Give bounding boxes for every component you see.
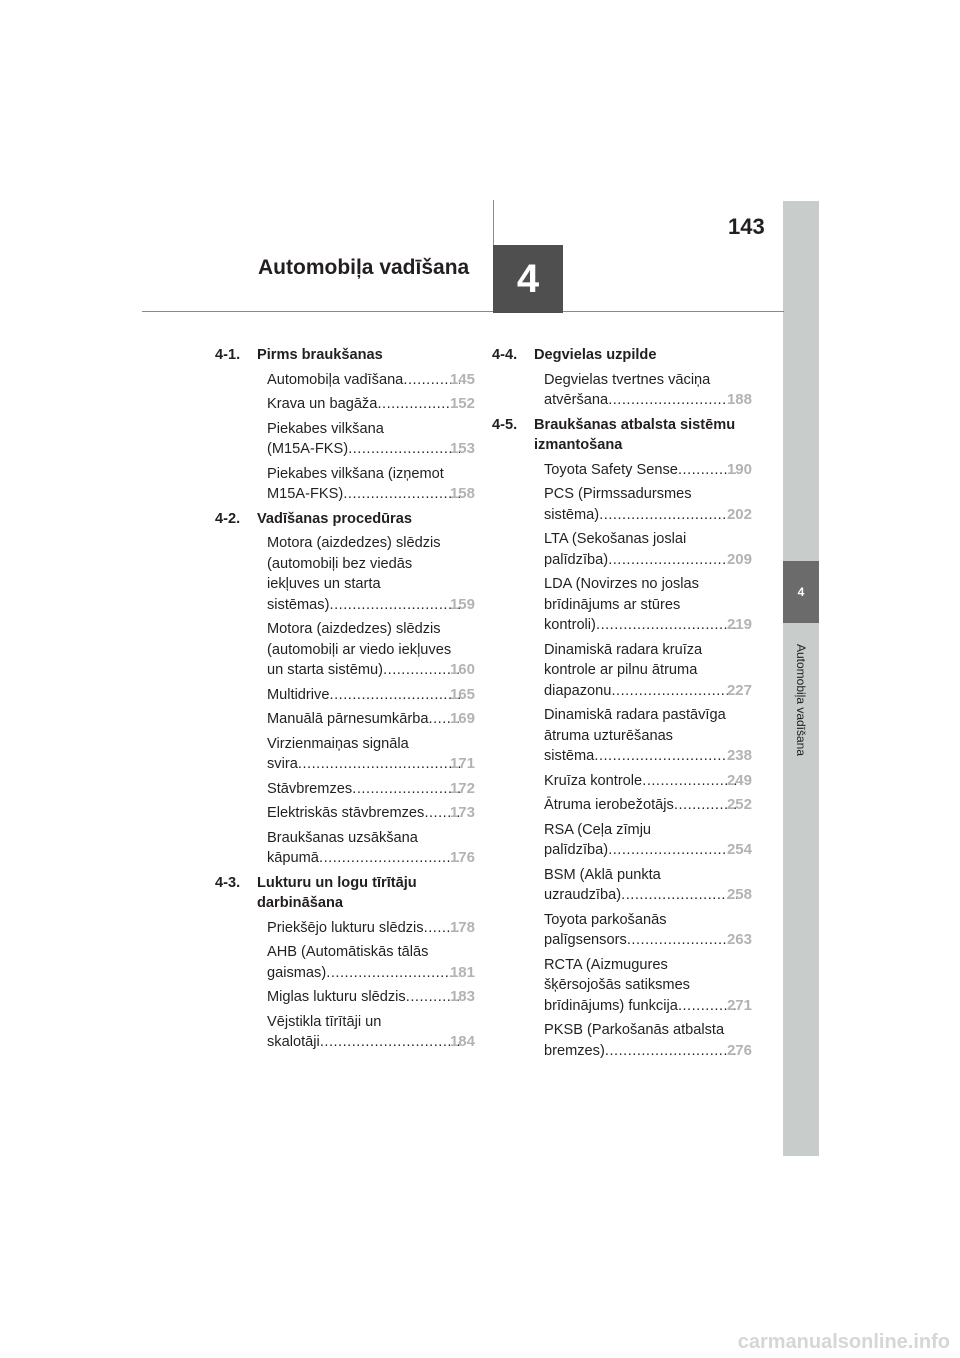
toc-entry-line-text: Manuālā pārnesumkārba <box>267 711 429 727</box>
dot-leader <box>605 1041 737 1062</box>
toc-entry-line <box>544 705 752 726</box>
toc-entry-text <box>544 910 752 951</box>
chapter-number-box: 4 <box>493 245 563 313</box>
toc-page-link[interactable]: 165 <box>449 685 475 703</box>
toc-page-link[interactable]: 238 <box>726 747 752 764</box>
toc-entry-text <box>544 484 752 525</box>
toc-entry-line-text: PCS (Pirmssadursmes <box>544 486 692 502</box>
toc-entry-line-text: PKSB (Parkošanās atbalsta <box>544 1022 725 1038</box>
dot-leader <box>298 754 460 775</box>
toc-page-link[interactable]: 160 <box>449 661 475 678</box>
section-title: Braukšanas atbalsta sistēmu izmantošana <box>534 416 736 453</box>
toc-entry[interactable] <box>215 685 475 706</box>
toc-entry-line <box>267 370 475 391</box>
toc-entry-line <box>544 660 752 681</box>
toc-entry[interactable] <box>492 795 752 816</box>
toc-page-link[interactable]: 227 <box>726 681 752 699</box>
section-number: 4-4. <box>492 347 518 363</box>
toc-entry-line-text: RSA (Ceļa zīmju <box>544 821 652 838</box>
dot-leader <box>377 394 460 415</box>
toc-page-link[interactable]: 173 <box>449 804 475 821</box>
dot-leader <box>608 840 737 861</box>
toc-entry-line-text: iekļuves un starta <box>267 576 381 592</box>
toc-page-link[interactable]: 158 <box>449 485 475 502</box>
toc-entry-line-text: bremzes) <box>544 1042 605 1059</box>
page-number: 143 <box>728 214 765 239</box>
toc-entry-text <box>544 370 752 411</box>
toc-entry[interactable] <box>492 820 752 861</box>
dot-leader <box>608 550 737 571</box>
toc-entry-line-text: diapazonu <box>544 682 612 699</box>
toc-page-link[interactable]: 176 <box>449 849 475 866</box>
toc-entry-text <box>267 370 475 391</box>
toc-entry-line-text: kontrole ar pilnu ātruma <box>544 662 698 678</box>
toc-section-heading <box>215 509 475 530</box>
toc-page-link[interactable]: 202 <box>726 505 752 523</box>
toc-entry-text <box>267 734 475 775</box>
dot-leader <box>320 1032 460 1053</box>
toc-entry-line <box>544 484 752 505</box>
section-number: 4-2. <box>215 510 241 527</box>
toc-entry-line <box>267 1032 475 1053</box>
toc-entry-line-text: Braukšanas uzsākšana <box>267 829 418 846</box>
side-chapter-tab[interactable]: 4 <box>783 561 819 623</box>
toc-entry-line <box>267 554 475 575</box>
toc-entry[interactable] <box>215 942 475 983</box>
toc-page-link[interactable]: 188 <box>726 391 752 408</box>
toc-entry-line-text: Stāvbremzes <box>267 780 353 797</box>
toc-entry-line <box>544 820 752 841</box>
toc-section-heading <box>215 345 475 366</box>
toc-entry-line <box>267 533 475 554</box>
toc-page-link[interactable]: 271 <box>726 996 752 1014</box>
toc-entry[interactable] <box>492 484 752 525</box>
dot-leader <box>627 930 737 951</box>
toc-entry[interactable] <box>492 1020 752 1061</box>
toc-entry-line-text: sistēmas) <box>267 596 330 613</box>
toc-entry-line <box>544 885 752 906</box>
toc-entry-line <box>544 615 752 636</box>
toc-entry-line-text: (automobiļi bez viedās <box>267 555 413 572</box>
toc-entry[interactable] <box>215 619 475 681</box>
toc-entry-line-text: atvēršana <box>544 392 609 408</box>
toc-entry-line-text: palīdzība) <box>544 842 609 858</box>
toc-entry-line-text: Motora (aizdedzes) slēdzis <box>267 621 441 637</box>
toc-entry[interactable] <box>215 918 475 939</box>
dot-leader <box>599 505 737 526</box>
toc-page-link[interactable]: 249 <box>726 771 752 789</box>
toc-entry-line <box>267 394 475 415</box>
section-title: Degvielas uzpilde <box>534 347 657 363</box>
toc-page-link[interactable]: 263 <box>726 931 752 948</box>
toc-entry-line <box>267 484 475 505</box>
toc-entry-line <box>267 574 475 595</box>
toc-entry-text <box>544 820 752 861</box>
section-title: Vadīšanas procedūras <box>257 510 412 527</box>
toc-entry-line <box>544 726 752 747</box>
toc-entry-line-text: Ātruma ierobežotājs <box>544 797 674 813</box>
toc-entry-line <box>267 709 475 730</box>
toc-entry-line <box>544 771 752 792</box>
toc-entry-text <box>267 803 475 824</box>
toc-entry-text <box>267 464 475 505</box>
toc-entry[interactable] <box>215 779 475 800</box>
toc-page-link[interactable]: 172 <box>449 779 475 797</box>
toc-page-link[interactable]: 181 <box>449 963 475 981</box>
toc-entry-line <box>544 529 752 550</box>
toc-entry-line-text: Degvielas tvertnes vāciņa <box>544 371 711 388</box>
dot-leader <box>596 615 737 636</box>
toc-entry[interactable] <box>215 370 475 391</box>
toc-entry-text <box>267 394 475 415</box>
toc-entry-text <box>267 419 475 460</box>
toc-entry[interactable] <box>215 828 475 869</box>
toc-entry-line <box>544 975 752 996</box>
toc-entry-line-text: kontroli) <box>544 617 596 633</box>
toc-entry[interactable] <box>492 640 752 702</box>
section-number: 4-1. <box>215 347 241 363</box>
toc-entry-line-text: LDA (Novirzes no joslas <box>544 576 699 592</box>
toc-section-heading <box>492 345 752 366</box>
toc-entry-line-text: Automobiļa vadīšana <box>267 371 404 388</box>
toc-entry-line <box>267 987 475 1008</box>
toc-entry-line <box>544 840 752 861</box>
toc-entry-line <box>544 370 752 391</box>
toc-entry[interactable] <box>215 419 475 460</box>
toc-entry-text <box>544 574 752 636</box>
toc-entry-text <box>267 918 475 939</box>
toc-entry-line-text: Piekabes vilkšana (izņemot <box>267 465 444 482</box>
toc-entry-line-text: Dinamiskā radara kruīza <box>544 641 703 658</box>
watermark: carmanualsonline.info <box>737 1331 950 1353</box>
toc-entry-line <box>544 550 752 571</box>
toc-entry[interactable] <box>492 529 752 570</box>
header-divider-horizontal <box>142 311 784 312</box>
toc-entry-text <box>267 942 475 983</box>
toc-entry[interactable] <box>215 734 475 775</box>
toc-entry-line-text: (M15A-FKS) <box>267 441 349 457</box>
toc-entry[interactable] <box>492 705 752 767</box>
toc-entry-text <box>544 955 752 1017</box>
dot-leader <box>594 746 737 767</box>
toc-entry-line <box>267 640 475 661</box>
toc-page-link[interactable]: 209 <box>726 550 752 568</box>
toc-page-link[interactable]: 184 <box>449 1033 475 1050</box>
toc-entry-line-text: un starta sistēmu) <box>267 662 383 678</box>
toc-entry-line-text: BSM (Aklā punkta <box>544 866 661 883</box>
toc-entry-line-text: palīdzība) <box>544 551 609 568</box>
toc-entry-line-text: Dinamiskā radara pastāvīga <box>544 707 726 723</box>
toc-entry[interactable] <box>492 955 752 1017</box>
toc-entry-text <box>267 709 475 730</box>
toc-entry-line-text: Kruīza kontrole <box>544 772 643 789</box>
toc-entry-line <box>267 779 475 800</box>
toc-entry-text <box>544 795 752 816</box>
toc-right-column <box>492 345 752 1065</box>
toc-page-link[interactable]: 254 <box>726 841 752 858</box>
toc-entry-line <box>544 681 752 702</box>
toc-entry-line-text: Miglas lukturu slēdzis <box>267 989 406 1005</box>
dot-leader <box>343 484 460 505</box>
toc-page-link[interactable]: 276 <box>726 1041 752 1059</box>
toc-entry-line-text: sistēma) <box>544 506 600 523</box>
toc-entry-text <box>267 685 475 706</box>
toc-entry-line <box>544 910 752 931</box>
header-divider-vertical <box>493 200 494 245</box>
toc-entry-line <box>544 930 752 951</box>
dot-leader <box>642 771 737 792</box>
toc-entry-line <box>267 419 475 440</box>
toc-entry-line <box>267 595 475 616</box>
toc-entry[interactable] <box>215 709 475 730</box>
toc-entry-line <box>544 574 752 595</box>
toc-entry-text <box>267 987 475 1008</box>
toc-entry-line <box>267 828 475 849</box>
chapter-title: Automobiļa vadīšana <box>258 256 470 279</box>
toc-page-link[interactable]: 183 <box>449 988 475 1005</box>
toc-entry-line-text: skalotāji <box>267 1034 320 1050</box>
toc-entry-line-text: RCTA (Aizmugures <box>544 956 668 973</box>
toc-entry-line <box>267 1012 475 1033</box>
toc-entry-line <box>544 955 752 976</box>
toc-entry-text <box>267 828 475 869</box>
toc-entry-line <box>544 865 752 886</box>
toc-entry-line-text: Elektriskās stāvbremzes <box>267 805 425 821</box>
toc-page-link[interactable]: 153 <box>449 440 475 457</box>
section-number: 4-5. <box>492 416 518 433</box>
section-title: Pirms braukšanas <box>257 347 383 363</box>
toc-page-link[interactable]: 219 <box>726 616 752 633</box>
toc-entry-line <box>267 754 475 775</box>
toc-entry-line-text: gaismas) <box>267 964 327 981</box>
dot-leader <box>329 595 460 616</box>
toc-entry-text <box>544 460 752 481</box>
toc-entry[interactable] <box>215 1012 475 1053</box>
toc-entry-line <box>267 963 475 984</box>
toc-entry-text <box>267 1012 475 1053</box>
toc-entry-line <box>267 439 475 460</box>
toc-entry-line <box>267 942 475 963</box>
toc-entry-line-text: (automobiļi ar viedo iekļuves <box>267 641 452 658</box>
toc-entry-line-text: Virzienmaiņas signāla <box>267 735 409 752</box>
toc-entry-line <box>544 795 752 816</box>
dot-leader <box>352 779 460 800</box>
toc-entry-line <box>544 1020 752 1041</box>
dot-leader <box>326 963 460 984</box>
toc-entry-line <box>544 390 752 411</box>
toc-entry-line <box>544 595 752 616</box>
dot-leader <box>621 885 737 906</box>
toc-page-link[interactable]: 252 <box>726 796 752 813</box>
toc-entry-line <box>544 1041 752 1062</box>
toc-left-column <box>215 345 475 1057</box>
toc-page-link[interactable]: 178 <box>449 918 475 936</box>
toc-page-link[interactable]: 159 <box>449 595 475 613</box>
toc-entry-text <box>544 771 752 792</box>
toc-entry-line-text: Motora (aizdedzes) slēdzis <box>267 535 441 551</box>
toc-entry-text <box>267 619 475 681</box>
toc-page-link[interactable]: 171 <box>449 755 475 772</box>
section-title: Lukturu un logu tīrītāju darbināšana <box>257 874 417 911</box>
toc-entry-line-text: kāpumā <box>267 850 319 866</box>
section-number: 4-3. <box>215 874 241 891</box>
toc-entry-line-text: brīdinājums) funkcija <box>544 997 678 1014</box>
toc-entry-line-text: šķērsojošās satiksmes <box>544 977 690 993</box>
toc-entry-line-text: svira <box>267 756 298 772</box>
dot-leader <box>383 660 460 681</box>
toc-entry-line <box>544 640 752 661</box>
toc-entry-line <box>267 918 475 939</box>
toc-entry-text <box>544 640 752 702</box>
toc-entry-line-text: LTA (Sekošanas joslai <box>544 531 687 547</box>
toc-entry-line <box>544 460 752 481</box>
toc-page-link[interactable]: 169 <box>449 710 475 727</box>
toc-entry-line-text: brīdinājums ar stūres <box>544 596 681 613</box>
toc-entry-line-text: Multidrive <box>267 686 330 703</box>
toc-entry-line-text: Piekabes vilkšana <box>267 420 384 437</box>
dot-leader <box>348 439 460 460</box>
toc-entry-text <box>544 705 752 767</box>
toc-entry-line <box>267 685 475 706</box>
toc-entry[interactable] <box>492 574 752 636</box>
toc-entry-text <box>544 529 752 570</box>
toc-entry-text <box>544 865 752 906</box>
toc-entry-text <box>267 533 475 615</box>
toc-entry[interactable] <box>215 987 475 1008</box>
side-chapter-label: Automobiļa vadīšana <box>794 643 808 757</box>
toc-section-heading <box>215 873 475 914</box>
toc-entry-line-text: AHB (Automātiskās tālās <box>267 944 429 960</box>
toc-entry-line-text: Vējstikla tīrītāji un <box>267 1013 382 1030</box>
toc-entry-line-text: uzraudzība) <box>544 887 622 903</box>
dot-leader <box>611 681 737 702</box>
toc-entry[interactable] <box>492 771 752 792</box>
toc-entry[interactable] <box>492 460 752 481</box>
toc-page-link[interactable]: 258 <box>726 886 752 903</box>
toc-entry[interactable] <box>492 865 752 906</box>
toc-entry-line-text: Toyota parkošanās <box>544 911 667 928</box>
dot-leader <box>319 848 460 869</box>
toc-entry-line <box>544 996 752 1017</box>
toc-section-heading <box>492 415 752 456</box>
toc-entry[interactable] <box>492 370 752 411</box>
toc-entry-line-text: Krava un bagāža <box>267 396 378 412</box>
toc-entry-line-text: Toyota Safety Sense <box>544 461 678 478</box>
toc-entry-line <box>267 803 475 824</box>
toc-entry[interactable] <box>215 464 475 505</box>
toc-entry-line-text: Priekšējo lukturu slēdzis <box>267 919 424 936</box>
toc-entry[interactable] <box>215 533 475 615</box>
toc-page-link[interactable]: 152 <box>449 395 475 412</box>
toc-entry-line <box>267 619 475 640</box>
toc-entry-line <box>544 505 752 526</box>
toc-entry-line <box>267 848 475 869</box>
toc-entry-line-text: sistēma <box>544 748 595 764</box>
toc-entry-text <box>267 779 475 800</box>
toc-entry-line-text: ātruma uzturēšanas <box>544 727 673 744</box>
toc-page-link[interactable]: 190 <box>726 460 752 478</box>
toc-entry[interactable] <box>492 910 752 951</box>
toc-entry[interactable] <box>215 803 475 824</box>
dot-leader <box>329 685 460 706</box>
toc-entry-line <box>267 464 475 485</box>
toc-entry-line <box>267 660 475 681</box>
toc-entry-line <box>544 746 752 767</box>
toc-entry-line <box>267 734 475 755</box>
toc-page-link[interactable]: 145 <box>449 370 475 388</box>
dot-leader <box>608 390 737 411</box>
toc-entry-line-text: palīgsensors <box>544 932 627 948</box>
toc-entry-line-text: M15A-FKS) <box>267 486 344 502</box>
toc-entry-text <box>544 1020 752 1061</box>
toc-entry[interactable] <box>215 394 475 415</box>
